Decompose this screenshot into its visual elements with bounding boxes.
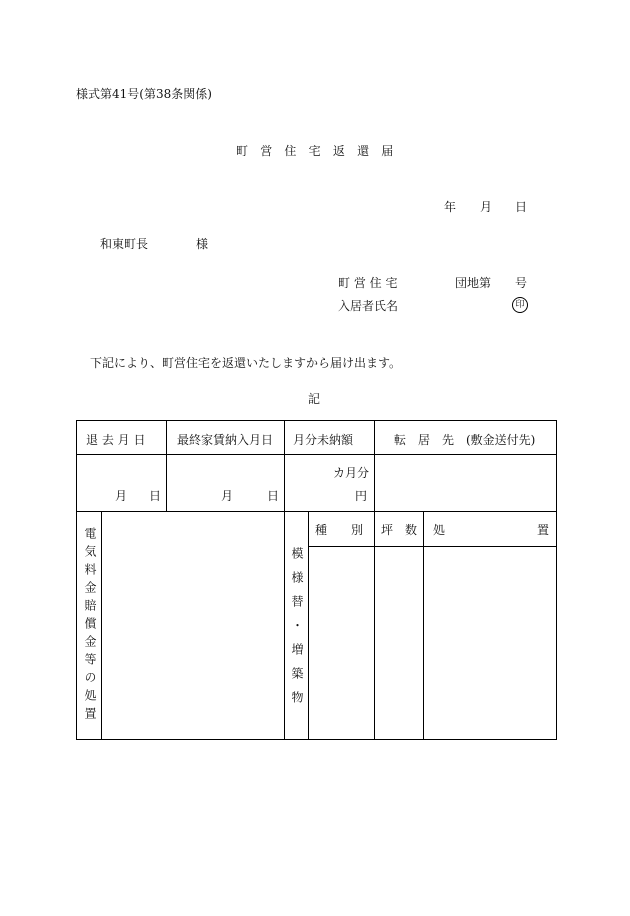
seal-stamp: 印 bbox=[512, 297, 528, 313]
form-number: 様式第41号(第38条関係) bbox=[76, 87, 212, 101]
declaration-text: 下記により、町営住宅を返還いたしますから届け出ます。 bbox=[90, 356, 402, 370]
yen-unit-label: 円 bbox=[355, 489, 368, 503]
row-divider bbox=[77, 511, 556, 512]
document-title: 町 営 住 宅 返 還 届 bbox=[236, 144, 398, 158]
row-divider bbox=[77, 454, 556, 455]
addressee-name: 和東町長 bbox=[100, 237, 149, 251]
danchi-label: 団地第 bbox=[455, 276, 492, 290]
col-divider bbox=[166, 421, 167, 511]
disposition-header-start: 処 bbox=[433, 523, 446, 537]
addressee-honorific: 様 bbox=[196, 237, 209, 251]
col-divider bbox=[284, 511, 285, 739]
row-divider bbox=[308, 546, 556, 547]
seal-mark bbox=[512, 296, 528, 313]
header-last-rent-date: 最終家賃納入月日 bbox=[177, 433, 274, 447]
ki-heading: 記 bbox=[308, 392, 321, 406]
col-divider bbox=[374, 421, 375, 739]
col-divider bbox=[101, 511, 102, 739]
header-unpaid-amount: 月分未納額 bbox=[293, 433, 354, 447]
leave-month-label: 月 bbox=[115, 489, 128, 503]
leave-day-label: 日 bbox=[149, 489, 162, 503]
col-divider bbox=[308, 511, 309, 739]
number-label: 号 bbox=[515, 276, 528, 290]
header-leave-date: 退 去 月 日 bbox=[86, 433, 146, 447]
alteration-addition-label: 模様替・増築物 bbox=[290, 547, 304, 715]
date-year: 年 bbox=[444, 200, 457, 214]
resident-name-label: 入居者氏名 bbox=[338, 299, 399, 313]
col-divider bbox=[423, 511, 424, 739]
return-form-table bbox=[76, 420, 557, 740]
housing-label: 町 営 住 宅 bbox=[338, 276, 398, 290]
rent-month-label: 月 bbox=[221, 489, 234, 503]
rent-day-label: 日 bbox=[267, 489, 280, 503]
electricity-compensation-label: 電気料金賠償金等の処置 bbox=[83, 527, 97, 725]
area-header: 坪 数 bbox=[381, 523, 418, 537]
date-month: 月 bbox=[480, 200, 493, 214]
header-new-address: 転 居 先 (敷金送付先) bbox=[394, 433, 536, 447]
months-unit-label: カ月分 bbox=[333, 466, 370, 480]
disposition-header-end: 置 bbox=[537, 523, 550, 537]
kind-header: 種 別 bbox=[315, 523, 364, 537]
col-divider bbox=[284, 421, 285, 511]
date-day: 日 bbox=[515, 200, 528, 214]
